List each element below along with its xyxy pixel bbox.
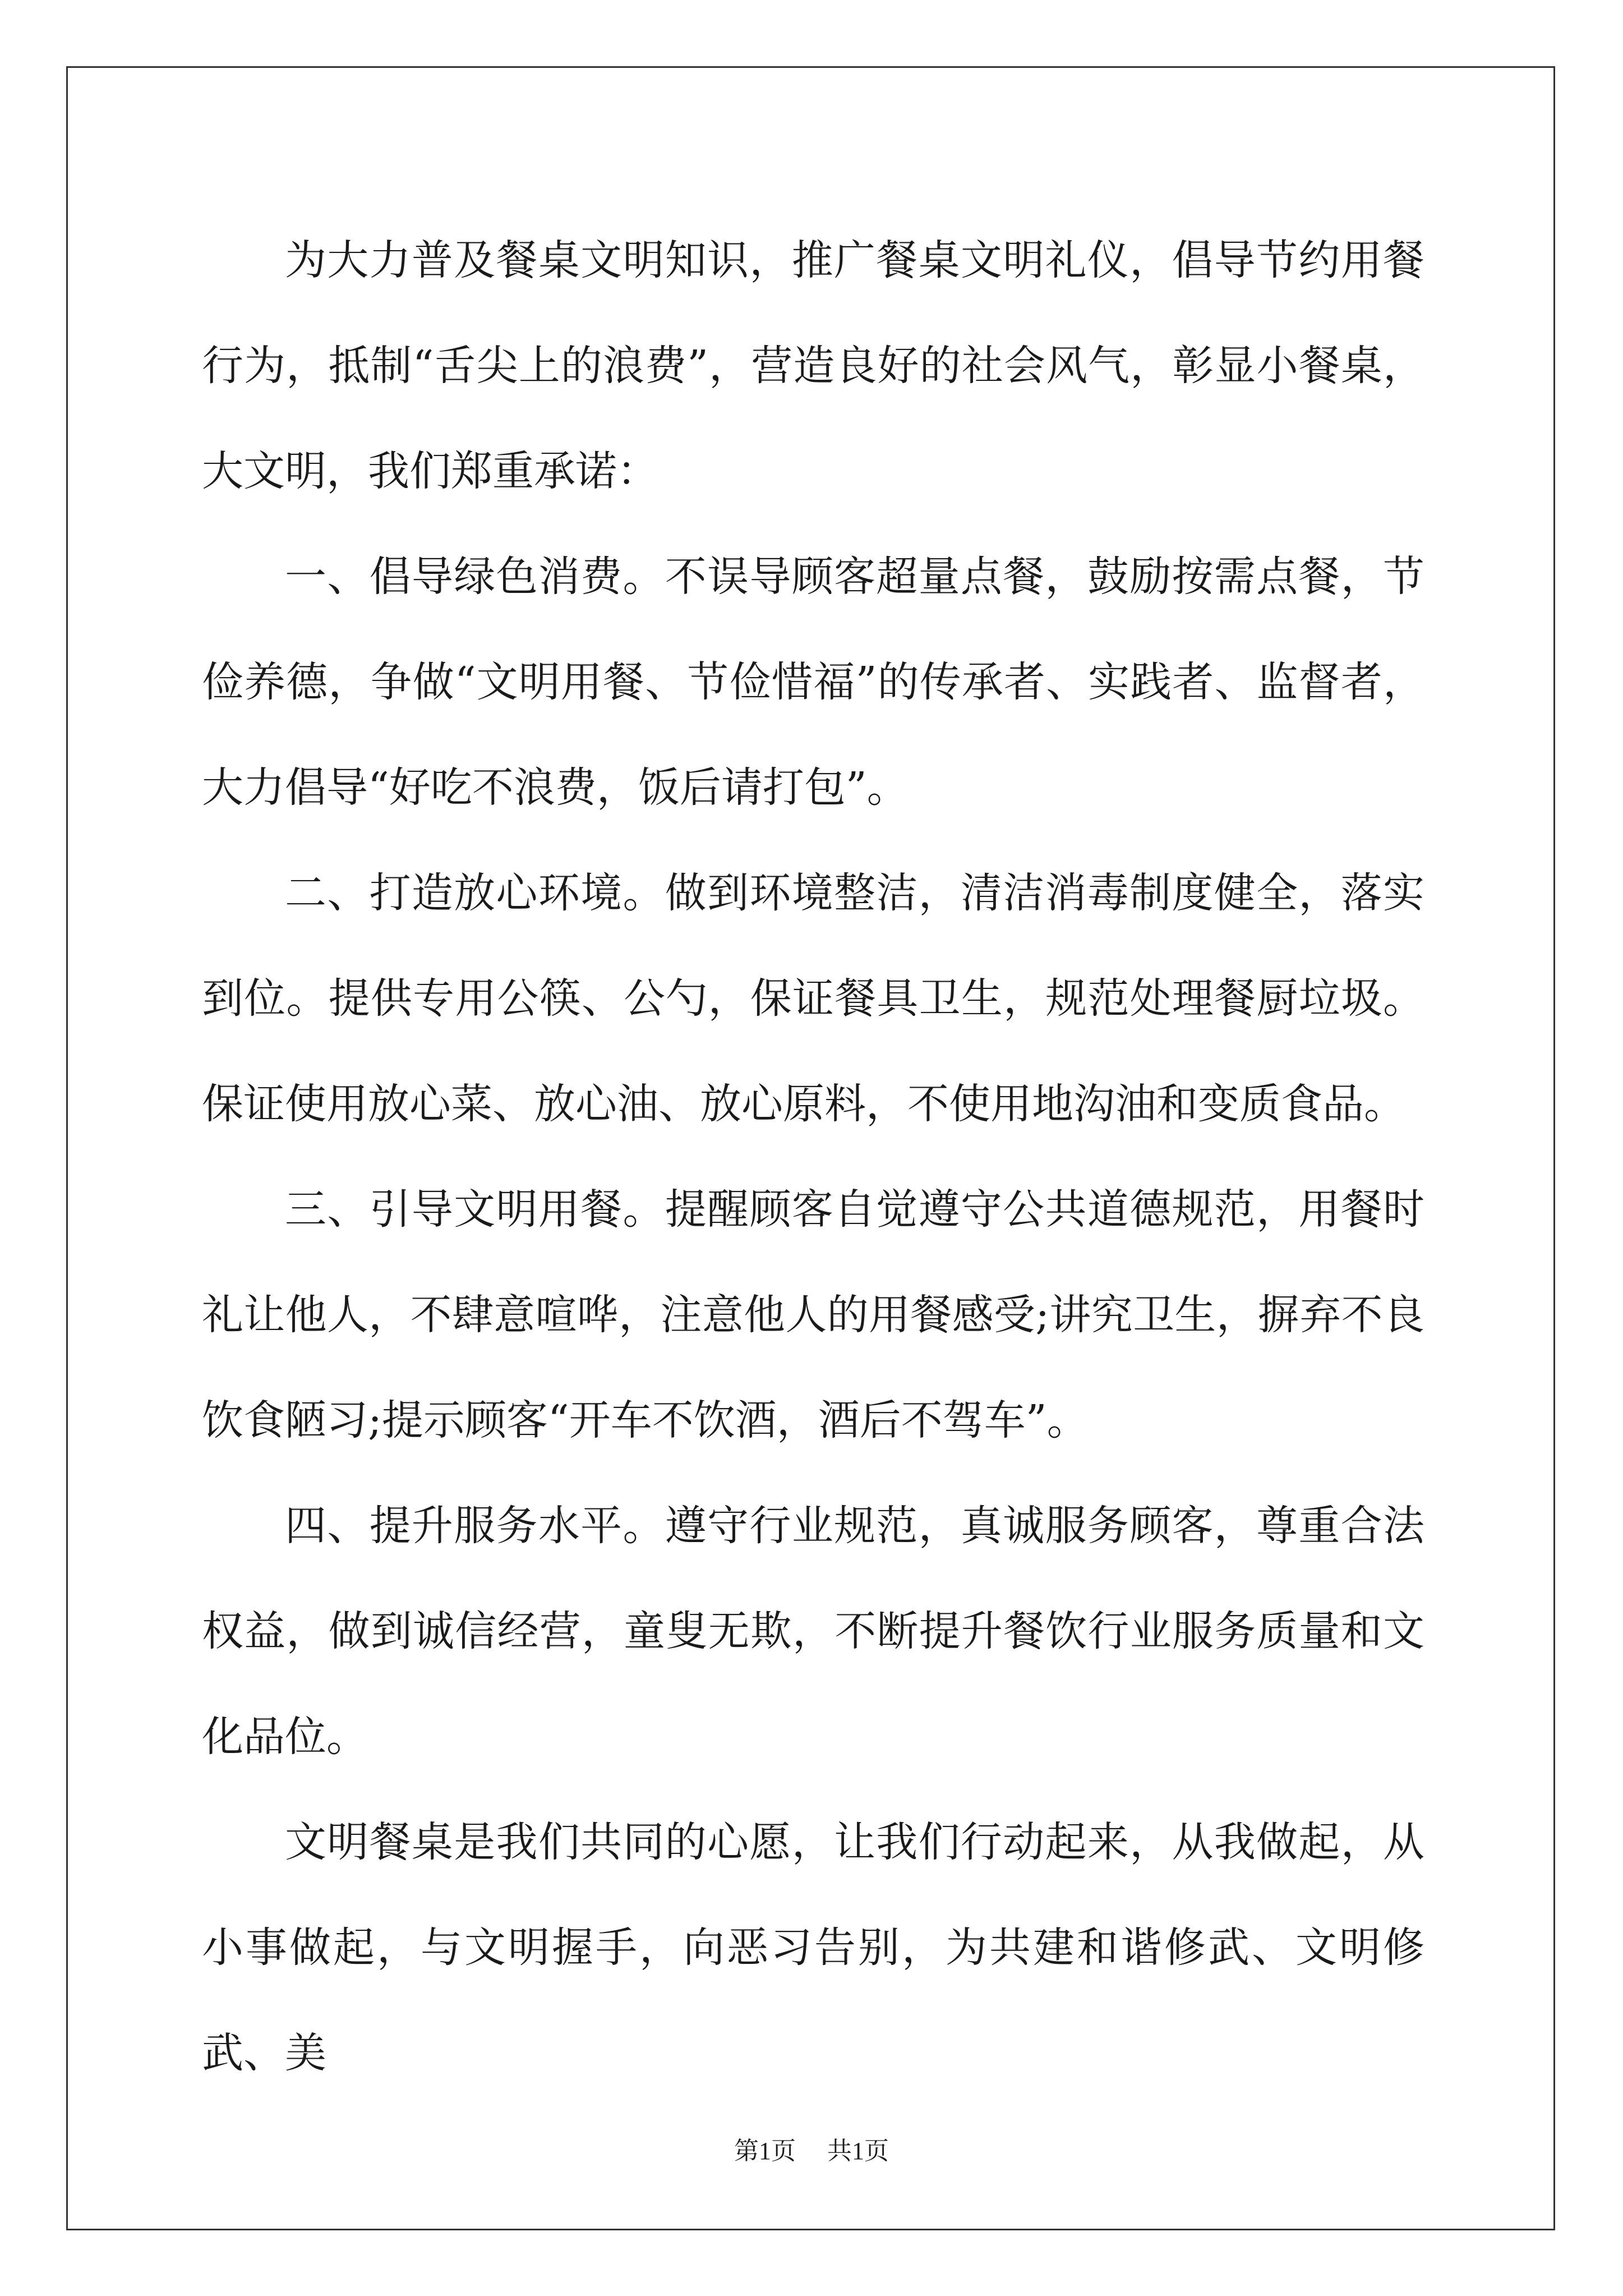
document-body bbox=[202, 208, 1424, 2106]
page-number-current: 第1页 bbox=[734, 2137, 796, 2165]
paragraph-item-4: 四、提升服务水平。遵守行业规范，真诚服务顾客，尊重合法权益，做到诚信经营，童叟无欺，不断提升餐饮行业服务质量和文化品位。 bbox=[202, 1502, 1424, 1761]
paragraph-item-3: 三、引导文明用餐。提醒顾客自觉遵守公共道德规范，用餐时礼让他人，不肆意喧哗，注意他人的用餐感受;讲究卫生，摒弃不良饮食陋习;提示顾客“开车不饮酒，酒后不驾车”。 bbox=[202, 1185, 1424, 1444]
paragraph-closing: 文明餐桌是我们共同的心愿，让我们行动起来，从我做起，从小事做起，与文明握手，向恶习告别，为共建和谐修武、文明修武、美 bbox=[202, 1818, 1424, 2077]
page-number-total: 共1页 bbox=[827, 2137, 889, 2165]
paragraph-item-1: 一、倡导绿色消费。不误导顾客超量点餐，鼓励按需点餐，节俭养德，争做“文明用餐、节俭惜福”的传承者、实践者、监督者，大力倡导“好吃不浪费，饭后请打包”。 bbox=[202, 553, 1424, 812]
paragraph-intro: 为大力普及餐桌文明知识，推广餐桌文明礼仪，倡导节约用餐行为，抵制“舌尖上的浪费”，营造良好的社会风气，彰显小餐桌，大文明，我们郑重承诺： bbox=[202, 236, 1424, 495]
page-footer bbox=[0, 2131, 1623, 2166]
paragraph-item-2: 二、打造放心环境。做到环境整洁，清洁消毒制度健全，落实到位。提供专用公筷、公勺，保证餐具卫生，规范处理餐厨垃圾。保证使用放心菜、放心油、放心原料，不使用地沟油和变质食品。 bbox=[202, 869, 1424, 1128]
